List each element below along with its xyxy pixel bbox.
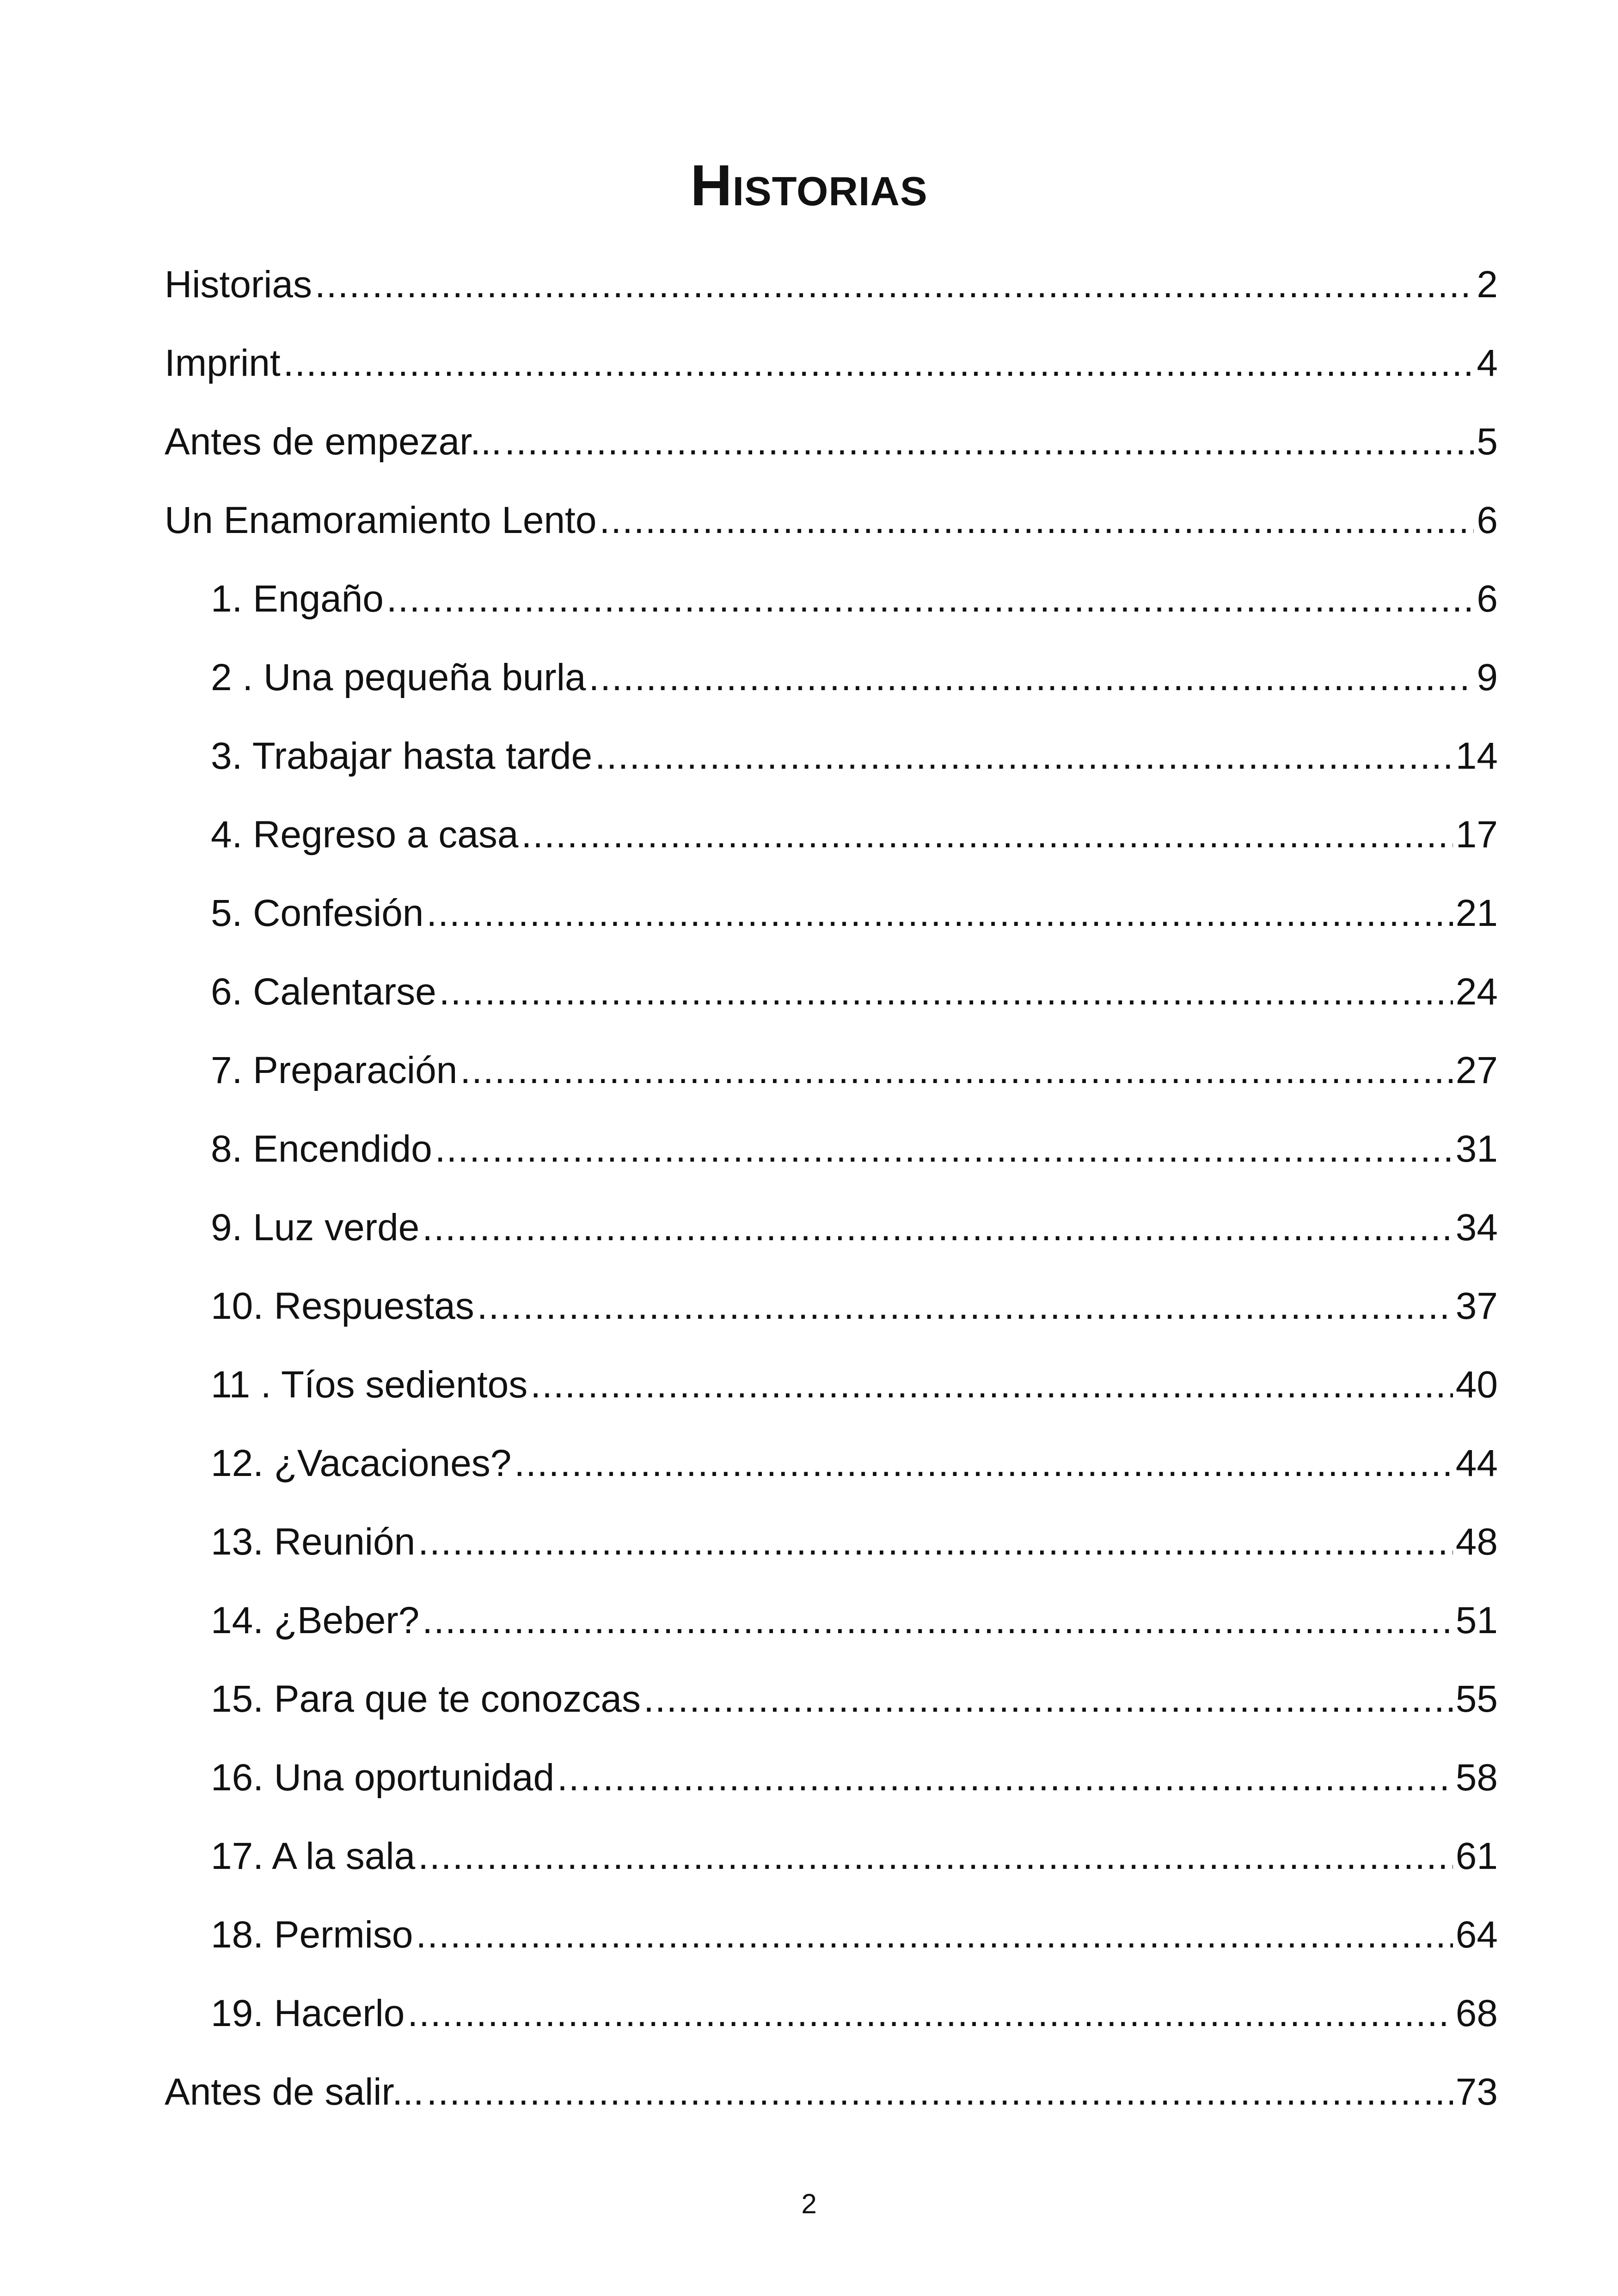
dot-leader: [283, 344, 1474, 382]
dot-leader: [439, 973, 1453, 1011]
toc-entry[interactable]: [165, 894, 1498, 973]
toc-entry[interactable]: [165, 1049, 1498, 1130]
dot-leader: [427, 2073, 1453, 2111]
toc-entry-title: 13. Reunión: [211, 1521, 416, 1563]
toc-entry[interactable]: [165, 1366, 1498, 1445]
toc-entry-title: Antes de salir...: [165, 2071, 424, 2113]
toc-entry-title: 2 . Una pequeña burla: [211, 656, 586, 698]
toc-entry-title: Antes de empezar...: [165, 421, 502, 463]
toc-entry[interactable]: [165, 737, 1498, 816]
toc-entry-title: 19. Hacerlo: [211, 1992, 405, 2034]
toc-entry[interactable]: [165, 344, 1498, 423]
dot-leader: [418, 1523, 1453, 1561]
toc-entry[interactable]: [165, 1680, 1498, 1759]
page-number: 2: [801, 2188, 817, 2219]
toc-entry-page: 44: [1455, 1442, 1498, 1484]
toc-entry[interactable]: [165, 973, 1498, 1052]
toc-entry-title: Imprint: [165, 342, 281, 384]
toc-entry-title: 7. Preparación: [211, 1049, 458, 1091]
toc-entry[interactable]: [165, 1287, 1498, 1366]
toc-entry[interactable]: [165, 1759, 1498, 1837]
toc-entry-page: 24: [1455, 971, 1498, 1013]
dot-leader: [514, 1445, 1453, 1482]
toc-entry[interactable]: [165, 1916, 1498, 1995]
dot-leader: [595, 737, 1453, 775]
toc-entry-title: Historias: [165, 263, 312, 306]
toc-entry-page: 58: [1455, 1757, 1498, 1799]
dot-leader: [418, 1837, 1453, 1875]
toc-entry-title: Un Enamoramiento Lento: [165, 499, 597, 541]
dot-leader: [460, 1052, 1453, 1090]
toc-entry[interactable]: [165, 423, 1498, 502]
toc-entry[interactable]: [165, 263, 1498, 344]
dot-leader: [386, 580, 1474, 618]
dot-leader: [477, 1287, 1453, 1325]
toc-entry-page: 9: [1477, 656, 1498, 698]
toc-entry[interactable]: [165, 656, 1498, 737]
toc-entry[interactable]: [165, 2073, 1498, 2152]
dot-leader: [504, 423, 1474, 461]
toc-entry-page: 14: [1455, 735, 1498, 777]
dot-leader: [422, 1602, 1453, 1640]
toc-entry-title: 15. Para que te conozcas: [211, 1678, 641, 1720]
dot-leader: [530, 1366, 1453, 1404]
toc-entry-page: 6: [1477, 578, 1498, 620]
toc-entry-title: 6. Calentarse: [211, 971, 436, 1013]
toc-entry-title: 10. Respuestas: [211, 1285, 474, 1327]
toc-entry[interactable]: [165, 580, 1498, 659]
toc-entry-title: 9. Luz verde: [211, 1206, 420, 1249]
toc-entry-page: 21: [1455, 892, 1498, 934]
toc-entry-page: 5: [1477, 421, 1498, 463]
toc-entry-page: 4: [1477, 342, 1498, 384]
toc-entry[interactable]: [165, 1523, 1498, 1602]
dot-leader: [435, 1130, 1453, 1168]
toc-entry-page: 40: [1455, 1364, 1498, 1406]
toc-entry[interactable]: [165, 1442, 1498, 1523]
toc-entry-page: 68: [1455, 1992, 1498, 2034]
dot-leader: [599, 502, 1474, 539]
toc-entry-page: 6: [1477, 499, 1498, 541]
toc-entry-page: 2: [1477, 263, 1498, 306]
toc-entry-title: 18. Permiso: [211, 1914, 413, 1956]
toc-entry-title: 4. Regreso a casa: [211, 814, 519, 856]
toc-entry-page: 31: [1455, 1128, 1498, 1170]
dot-leader: [521, 816, 1453, 854]
toc-entry-title: 3. Trabajar hasta tarde: [211, 735, 593, 777]
dot-leader: [315, 266, 1474, 304]
toc-entry-title: 5. Confesión: [211, 892, 424, 934]
toc-entry-title: 1. Engaño: [211, 578, 384, 620]
dot-leader: [422, 1209, 1453, 1247]
toc-entry-page: 17: [1455, 814, 1498, 856]
dot-leader: [589, 659, 1474, 697]
toc-entry[interactable]: [165, 499, 1498, 580]
dot-leader: [407, 1995, 1453, 2033]
toc-entry-title: 16. Una oportunidad: [211, 1757, 555, 1799]
toc-entry-page: 64: [1455, 1914, 1498, 1956]
toc-entry-title: 11 . Tíos sedientos: [211, 1364, 528, 1406]
toc-entry[interactable]: [165, 816, 1498, 894]
toc-entry-page: 51: [1455, 1599, 1498, 1641]
dot-leader: [426, 894, 1453, 932]
toc-entry[interactable]: [165, 1130, 1498, 1209]
toc-entry-page: 61: [1455, 1835, 1498, 1877]
toc-entry[interactable]: [165, 1837, 1498, 1916]
page-title: Historias: [690, 153, 928, 218]
toc-entry-title: 14. ¿Beber?: [211, 1599, 420, 1641]
toc-entry-title: 17. A la sala: [211, 1835, 416, 1877]
toc-entry-page: 48: [1455, 1521, 1498, 1563]
table-of-contents: [165, 263, 1498, 2152]
dot-leader: [416, 1916, 1453, 1954]
toc-entry-page: 73: [1455, 2071, 1498, 2113]
toc-entry-title: 12. ¿Vacaciones?: [211, 1442, 512, 1484]
toc-entry-page: 37: [1455, 1285, 1498, 1327]
toc-entry[interactable]: [165, 1992, 1498, 2073]
dot-leader: [557, 1759, 1453, 1797]
toc-entry-page: 55: [1455, 1678, 1498, 1720]
toc-entry-page: 34: [1455, 1206, 1498, 1249]
toc-entry[interactable]: [165, 1599, 1498, 1680]
toc-entry[interactable]: [165, 1206, 1498, 1287]
toc-entry-page: 27: [1455, 1049, 1498, 1091]
toc-entry-title: 8. Encendido: [211, 1128, 432, 1170]
dot-leader: [644, 1680, 1453, 1718]
